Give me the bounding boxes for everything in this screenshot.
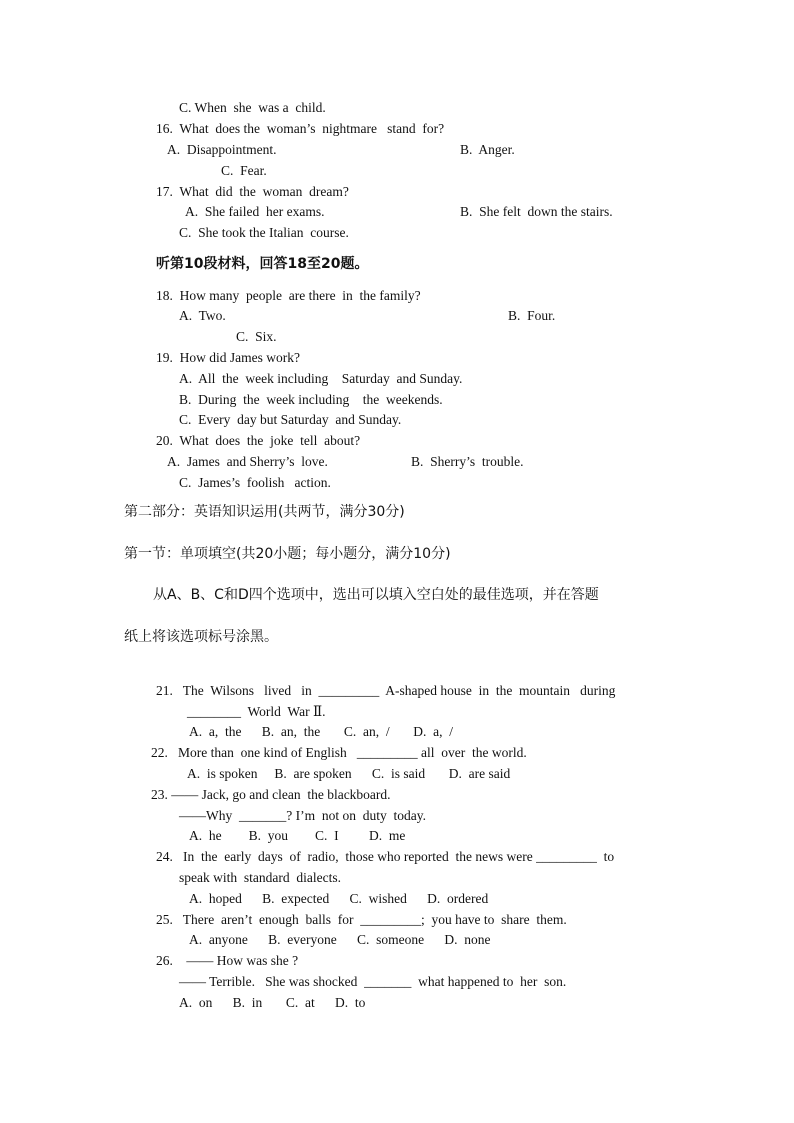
- q23-stem-line-2: ——Why _______? I’m not on duty today.: [179, 808, 426, 823]
- q18-option-c: C. Six.: [236, 329, 277, 344]
- q17-option-c: C. She took the Italian course.: [179, 225, 349, 240]
- q20-option-b: B. Sherry’s trouble.: [411, 454, 524, 469]
- q26-options: A. on B. in C. at D. to: [179, 995, 366, 1010]
- q26-stem-line-2: —— Terrible. She was shocked _______ what happened to her son.: [179, 974, 567, 989]
- q17-option-a: A. She failed her exams.: [185, 204, 325, 219]
- q24-stem-line-1: 24. In the early days of radio, those who reported the news were _________ to: [156, 849, 615, 864]
- q25-options: A. anyone B. everyone C. someone D. none: [189, 932, 491, 947]
- q16-option-b: B. Anger.: [460, 142, 515, 157]
- q18-option-b: B. Four.: [508, 308, 556, 323]
- q26-stem-line-1: 26. —— How was she ?: [156, 953, 299, 968]
- instructions-line-2: 纸上将该选项标号涂黑。: [124, 629, 278, 645]
- q20-stem: 20. What does the joke tell about?: [156, 433, 361, 448]
- q24-stem-line-2: speak with standard dialects.: [179, 870, 341, 885]
- section-one-heading: 第一节：单项填空(共20小题；每小题分，满分10分): [124, 546, 451, 562]
- q20-option-c: C. James’s foolish action.: [179, 475, 331, 490]
- q20-option-a: A. James and Sherry’s love.: [167, 454, 328, 469]
- q21-stem-line-1: 21. The Wilsons lived in _________ A-shaped house in the mountain during: [156, 683, 616, 698]
- q22-options: A. is spoken B. are spoken C. is said D. are said: [187, 766, 511, 781]
- section-10-heading: 听第10段材料，回答18至20题。: [156, 256, 369, 272]
- instructions-line-1: 从A、B、C和D四个选项中，选出可以填入空白处的最佳选项，并在答题: [153, 587, 599, 603]
- q18-stem: 18. How many people are there in the family?: [156, 288, 421, 303]
- q23-options: A. he B. you C. I D. me: [189, 828, 406, 843]
- q16-stem: 16. What does the woman’s nightmare stand for?: [156, 121, 445, 136]
- q19-stem: 19. How did James work?: [156, 350, 300, 365]
- q15-option-c: C. When she was a child.: [179, 100, 326, 115]
- q25-stem: 25. There aren’t enough balls for _________; you have to share them.: [156, 912, 567, 927]
- q19-option-b: B. During the week including the weekends.: [179, 392, 443, 407]
- q21-stem-line-2: ________ World War Ⅱ.: [187, 704, 326, 719]
- q17-stem: 17. What did the woman dream?: [156, 184, 349, 199]
- q17-option-b: B. She felt down the stairs.: [460, 204, 613, 219]
- q23-stem-line-1: 23. —— Jack, go and clean the blackboard.: [151, 787, 391, 802]
- q19-option-a: A. All the week including Saturday and Sunday.: [179, 371, 463, 386]
- q16-option-a: A. Disappointment.: [167, 142, 277, 157]
- q18-option-a: A. Two.: [179, 308, 226, 323]
- q21-options: A. a, the B. an, the C. an, / D. a, /: [189, 724, 453, 739]
- q16-option-c: C. Fear.: [221, 163, 267, 178]
- q19-option-c: C. Every day but Saturday and Sunday.: [179, 412, 402, 427]
- q22-stem: 22. More than one kind of English _________ all over the world.: [151, 745, 527, 760]
- part-two-heading: 第二部分：英语知识运用(共两节，满分30分): [124, 504, 405, 520]
- q24-options: A. hoped B. expected C. wished D. ordered: [189, 891, 489, 906]
